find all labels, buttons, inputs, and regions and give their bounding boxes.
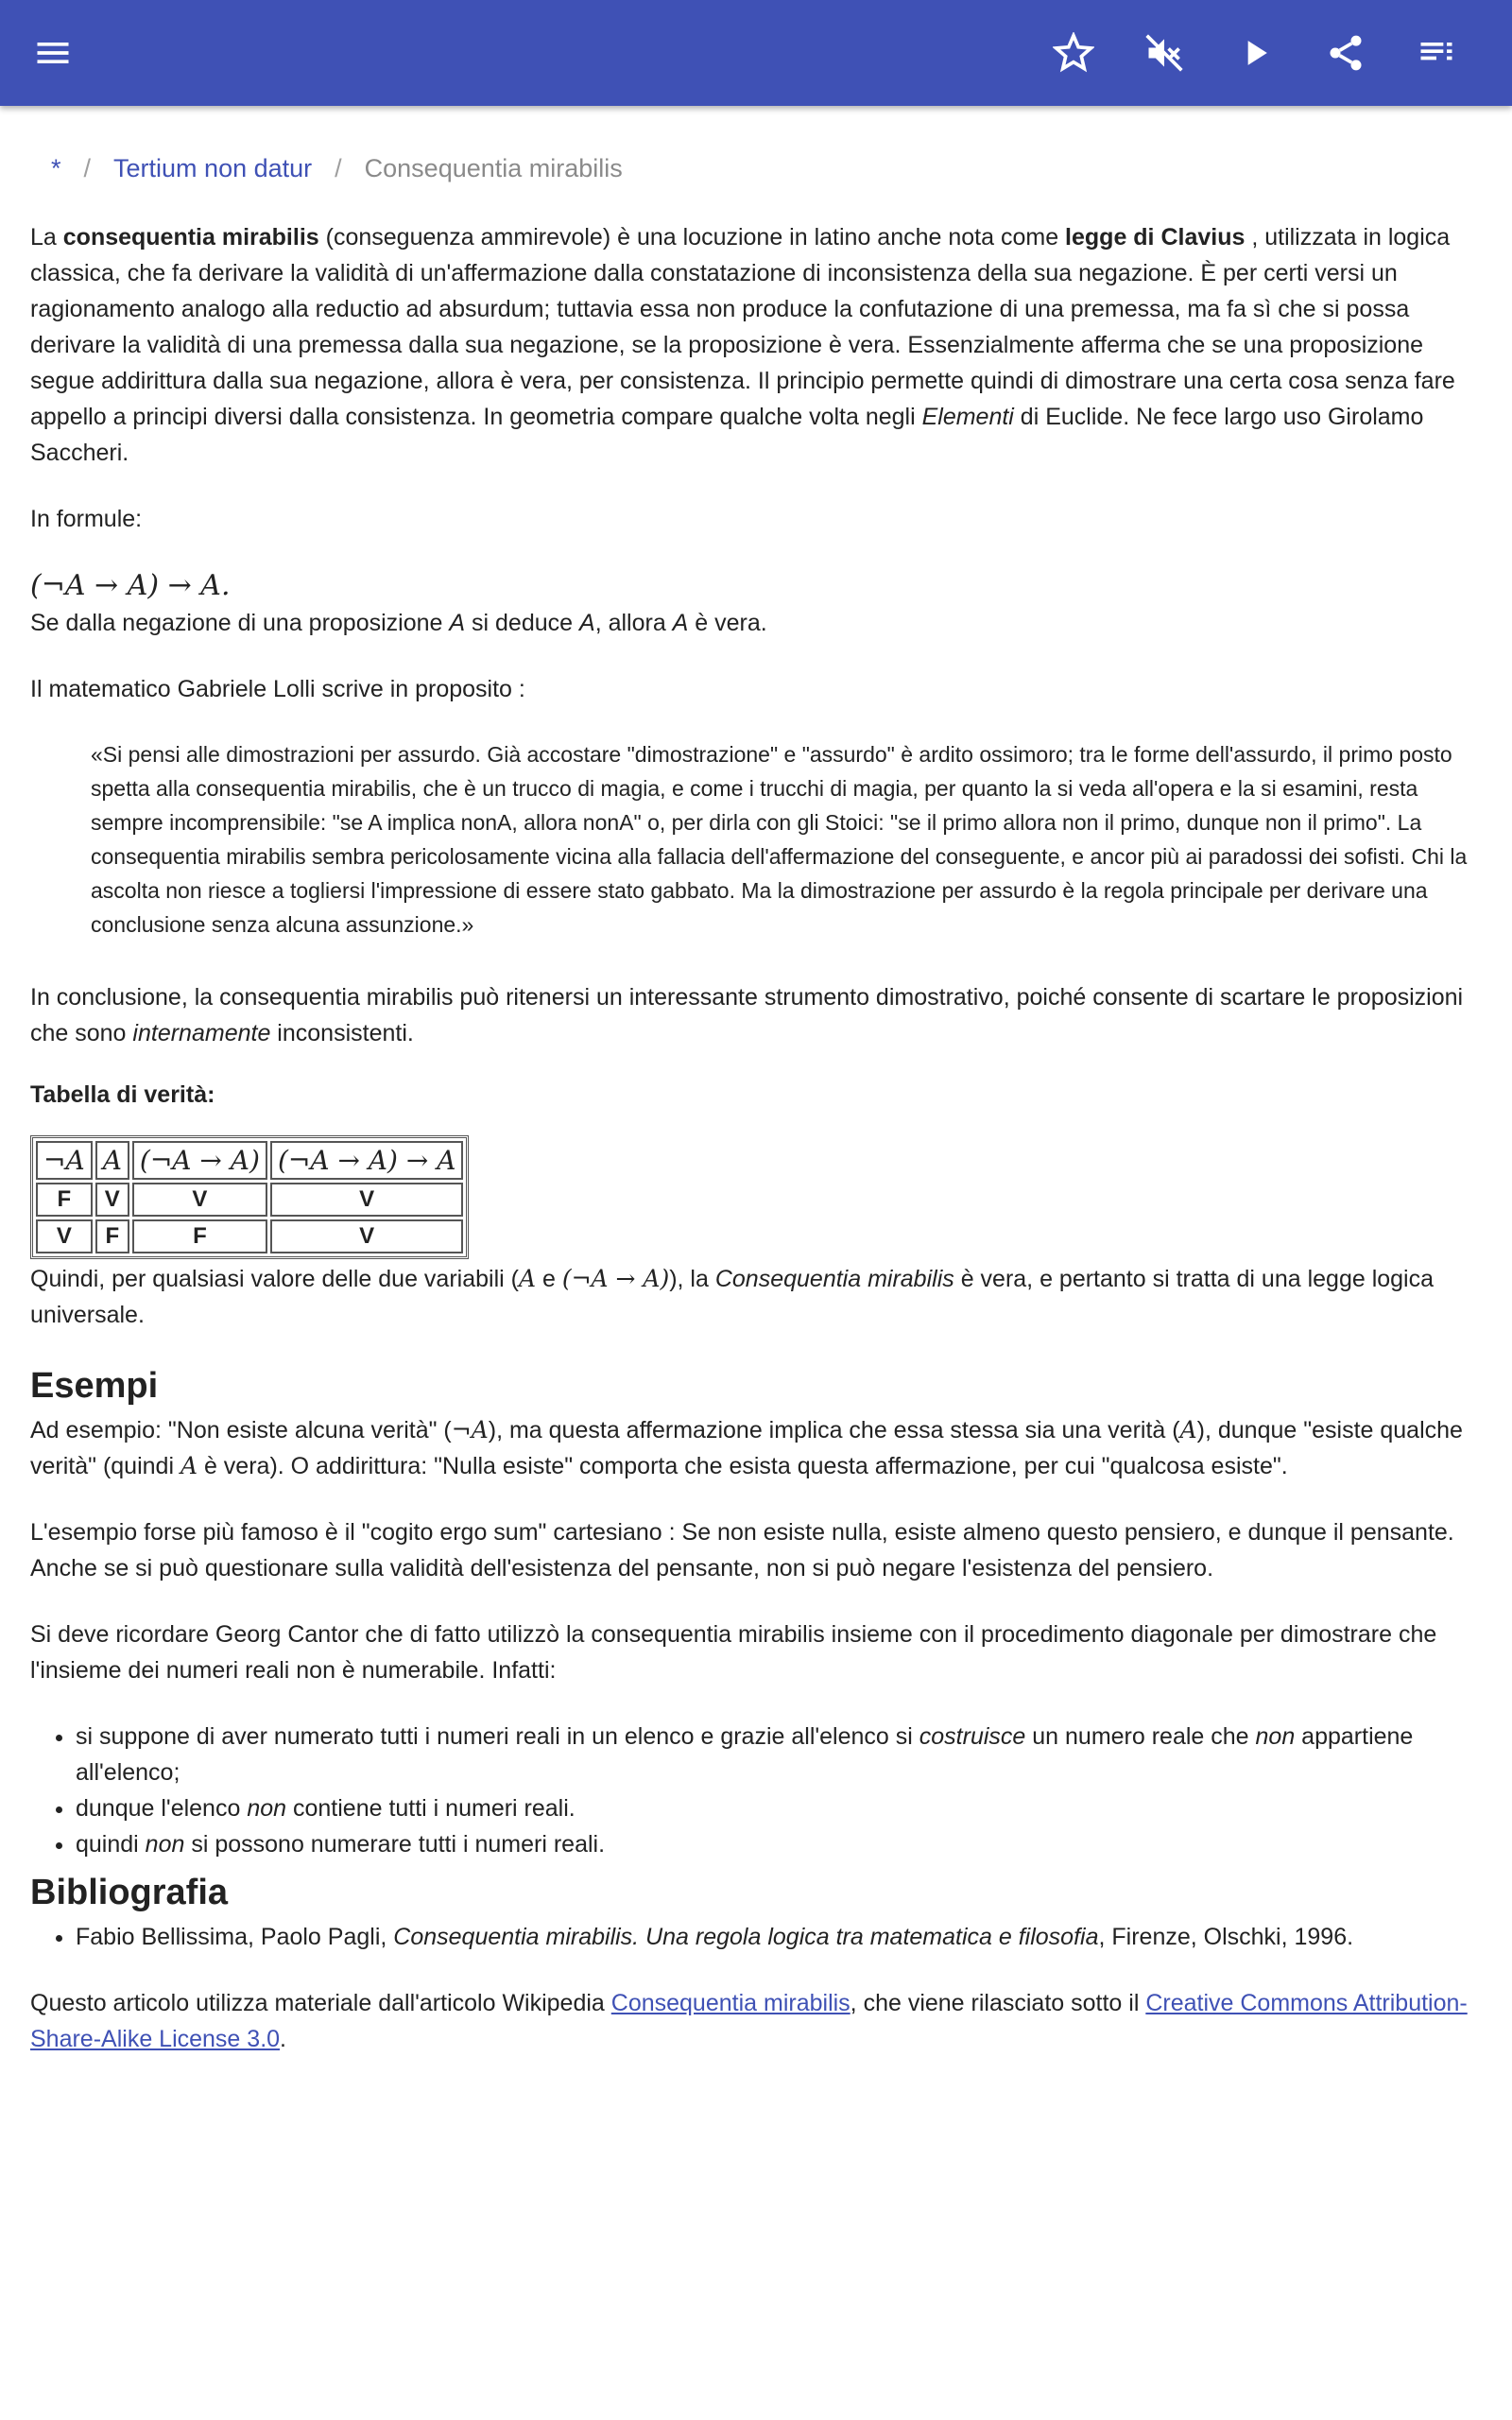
menu-icon[interactable] bbox=[26, 26, 79, 79]
esempi-paragraph-1: Ad esempio: "Non esiste alcuna verità" (¬A), ma questa affermazione implica che essa stessa sia una verità (A), dunque "esiste qualche verità" (quindi A è vera). O addirittura: "Nulla esiste" comporta che esista questa affermazione, per cui "qualcosa esiste". bbox=[30, 1416, 1463, 1479]
header-cell: ¬A bbox=[36, 1141, 93, 1180]
license-paragraph: Questo articolo utilizza materiale dall'articolo Wikipedia Consequentia mirabilis, che viene rilasciato sotto il Creative Commons Attribution-Share-Alike License 3.0. bbox=[30, 1990, 1468, 2052]
truth-table-title: Tabella di verità: bbox=[30, 1081, 215, 1108]
table-cell: V bbox=[270, 1183, 464, 1217]
table-row bbox=[36, 1219, 463, 1253]
star-icon[interactable] bbox=[1047, 26, 1100, 79]
table-cell: V bbox=[132, 1183, 267, 1217]
breadcrumb-home[interactable]: * bbox=[51, 154, 61, 182]
breadcrumb-parent[interactable]: Tertium non datur bbox=[113, 154, 313, 182]
playlist-icon[interactable] bbox=[1410, 26, 1463, 79]
license-link[interactable]: Creative Commons Attribution-Share-Alike License 3.0 bbox=[30, 1990, 1468, 2052]
list-item: • si suppone di aver numerato tutti i numeri reali in un elenco e grazie all'elenco si costruisce un numero reale che non appartiene all'elenco; bbox=[76, 1719, 1482, 1790]
list-item: • dunque l'elenco non contiene tutti i numeri reali. bbox=[76, 1790, 1482, 1826]
bibliografia-heading: Bibliografia bbox=[30, 1873, 229, 1912]
lolli-intro: Il matematico Gabriele Lolli scrive in proposito : bbox=[30, 676, 525, 702]
formula: (¬A → A) → A. bbox=[30, 569, 231, 602]
cantor-list bbox=[30, 1719, 1482, 1862]
table-cell: F bbox=[95, 1219, 129, 1253]
intro-paragraph: La consequentia mirabilis (conseguenza ammirevole) è una locuzione in latino anche nota come legge di Clavius , utilizzata in logica classica, che fa derivare la validità di un'affermazione dalla constatazione di inconsistenza della sua negazione. È per certi versi un ragionamento analogo alla reductio ad absurdum; tuttavia essa non produce la confutazione di una premessa, ma fa sì che si possa derivare la validità di una premessa dalla sua negazione, se la proposizione è vera. Essenzialmente afferma che se una proposizione segue addirittura dalla sua negazione, allora è vera, per consistenza. Il principio permette quindi di dimostrare una certa cosa senza fare appello a principi diversi dalla consistenza. In geometria compare qualche volta negli Elementi di Euclide. Ne fece largo uso Girolamo Saccheri. bbox=[30, 224, 1455, 466]
list-item: • quindi non si possono numerare tutti i numeri reali. bbox=[76, 1826, 1482, 1862]
table-row bbox=[36, 1183, 463, 1217]
header-cell: A bbox=[95, 1141, 129, 1180]
bibliografia-list bbox=[30, 1919, 1482, 1955]
lolli-quote: «Si pensi alle dimostrazioni per assurdo. Già accostare "dimostrazione" e "assurdo" è ardito ossimoro; tra le forme dell'assurdo, il primo posto spetta alla consequentia mirabilis, che è un trucco di magia, e come i trucchi di magia, per quanto la si veda all'opera e la si esamini, resta sempre incomprensibile: "se A implica nonA, allora nonA" o, per dirla con gli Stoici: "se il primo allora non il primo, dunque non il primo". La consequentia mirabilis sembra pericolosamente vicina alla fallacia dell'affermazione del conseguente, e ancor più ai paradossi dei sofisti. Chi la ascolta non riesce a togliersi l'impressione di essere stato gabbato. Ma la dimostrazione per assurdo è la regola principale per derivare una conclusione senza alcuna assunzione.» bbox=[91, 742, 1468, 937]
wikipedia-article-link[interactable]: Consequentia mirabilis bbox=[610, 1990, 850, 2016]
header-cell: (¬A → A) bbox=[132, 1141, 267, 1180]
formule-label: In formule: bbox=[30, 506, 143, 532]
table-cell: F bbox=[132, 1219, 267, 1253]
app-bar bbox=[0, 0, 1512, 106]
table-cell: V bbox=[95, 1183, 129, 1217]
play-icon[interactable] bbox=[1228, 26, 1281, 79]
header-cell: (¬A → A) → A bbox=[270, 1141, 464, 1180]
truth-table-header bbox=[36, 1141, 463, 1180]
formula-explanation: Se dalla negazione di una proposizione A si deduce A, allora A è vera. bbox=[30, 610, 767, 636]
volume-off-icon[interactable] bbox=[1138, 26, 1191, 79]
truth-table bbox=[30, 1135, 469, 1259]
share-icon[interactable] bbox=[1319, 26, 1372, 79]
table-cell: V bbox=[36, 1219, 93, 1253]
conclusion-paragraph: In conclusione, la consequentia mirabilis può ritenersi un interessante strumento dimostrativo, poiché consente di scartare le proposizioni che sono internamente inconsistenti. bbox=[30, 984, 1464, 1046]
esempi-paragraph-2: L'esempio forse più famoso è il "cogito ergo sum" cartesiano : Se non esiste nulla, esiste almeno questo pensiero, e dunque il pensante. Anche se si può questionare sulla validità dell'esistenza del pensante, non si può negare l'esistenza del pensiero. bbox=[30, 1519, 1454, 1582]
esempi-paragraph-3: Si deve ricordare Georg Cantor che di fatto utilizzò la consequentia mirabilis insieme con il procedimento diagonale per dimostrare che l'insieme dei numeri reali non è numerabile. Infatti: bbox=[30, 1621, 1437, 1684]
list-item: • Fabio Bellissima, Paolo Pagli, Consequentia mirabilis. Una regola logica tra matematica e filosofia, Firenze, Olschki, 1996. bbox=[76, 1919, 1482, 1955]
table-cell: V bbox=[270, 1219, 464, 1253]
breadcrumb-current: Consequentia mirabilis bbox=[364, 154, 623, 182]
after-table-paragraph: Quindi, per qualsiasi valore delle due variabili (A e (¬A → A)), la Consequentia mirabilis è vera, e pertanto si tratta di una legge logica universale. bbox=[30, 1265, 1435, 1328]
breadcrumb: * / Tertium non datur / Consequentia mirabilis bbox=[51, 154, 623, 182]
esempi-heading: Esempi bbox=[30, 1366, 159, 1406]
article-content bbox=[30, 151, 1482, 2087]
table-cell: F bbox=[36, 1183, 93, 1217]
